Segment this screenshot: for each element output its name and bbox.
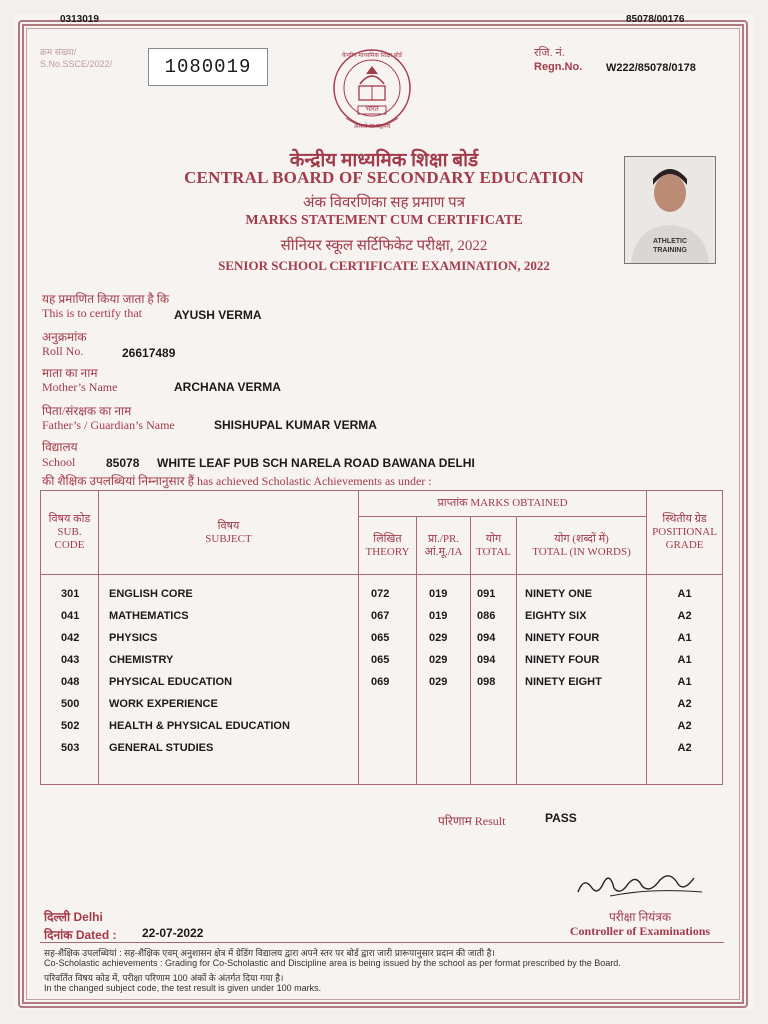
doc-title-en: MARKS STATEMENT CUM CERTIFICATE <box>245 213 523 228</box>
header-theory <box>359 517 417 575</box>
row-words: EIGHTY SIX <box>525 610 587 622</box>
header-subject-hi: विषय <box>217 519 240 532</box>
row-theory <box>371 693 416 715</box>
issue-date: 22-07-2022 <box>142 926 204 940</box>
header-marks-en: MARKS OBTAINED <box>470 497 568 509</box>
controller-title-en: Controller of Examinations <box>569 924 711 938</box>
photo-shirt-line-1: ATHLETIC <box>652 238 688 245</box>
header-sub-code-en1: SUB. <box>57 526 82 538</box>
emblem-ribbon: भारत <box>365 106 379 113</box>
date-label <box>44 926 116 943</box>
row-subject: PHYSICAL EDUCATION <box>109 676 233 688</box>
row-total: 094 <box>477 632 496 644</box>
student-photo <box>624 156 716 264</box>
row-pr: 019 <box>429 610 448 622</box>
header-marks-obtained <box>359 491 647 517</box>
row-total: 094 <box>477 654 496 666</box>
row-pr: 029 <box>429 654 448 666</box>
header-total-hi: योग <box>485 532 502 545</box>
top-right-code: 85078/00176 <box>626 14 685 25</box>
header-practical-en: आं.मू./IA <box>424 545 463 558</box>
row-grade: A2 <box>677 720 692 732</box>
date-label-hi: दिनांक <box>44 928 73 942</box>
father-label-hi: पिता/संरक्षक का नाम <box>42 404 132 418</box>
regn-number: W222/85078/0178 <box>606 62 696 74</box>
mother-name: ARCHANA VERMA <box>174 380 281 394</box>
photo-shirt-line-2: TRAINING <box>653 247 687 254</box>
achievement-hi: की शैक्षिक उपलब्धियां निम्नानुसार हैं <box>42 474 195 488</box>
footnote-4: In the changed subject code, the test result is given under 100 marks. <box>44 983 322 993</box>
result-label-hi: परिणाम <box>438 814 472 828</box>
place-en: Delhi <box>73 910 103 924</box>
row-words: NINETY FOUR <box>525 654 600 666</box>
place-hi: दिल्ली <box>44 910 71 924</box>
row-pr <box>429 715 470 737</box>
row-subject: ENGLISH CORE <box>109 588 193 600</box>
row-grade: A1 <box>677 676 692 688</box>
row-words: NINETY FOUR <box>525 632 600 644</box>
row-total <box>477 737 516 759</box>
achievement-en: has achieved Scholastic Achievements as under : <box>197 474 432 488</box>
row-pr: 029 <box>429 632 448 644</box>
header-marks-hi: प्राप्तांक <box>437 497 468 509</box>
header-grade <box>647 491 723 575</box>
row-pr <box>429 693 470 715</box>
row-pr: 019 <box>429 588 448 600</box>
regn-label-hi: रजि. नं. <box>534 47 565 59</box>
father-name: SHISHUPAL KUMAR VERMA <box>214 418 377 432</box>
row-code: 041 <box>61 610 80 622</box>
row-words: NINETY ONE <box>525 588 593 600</box>
mother-label-hi: माता का नाम <box>42 366 98 380</box>
row-grade: A1 <box>677 654 692 666</box>
roll-label-en: Roll No. <box>42 344 84 358</box>
row-grade: A1 <box>677 588 692 600</box>
row-subject: WORK EXPERIENCE <box>109 698 218 710</box>
row-theory <box>371 715 416 737</box>
exam-title-hi: सीनियर स्कूल सर्टिफिकेट परीक्षा, 2022 <box>280 238 488 254</box>
signature-icon <box>570 866 710 906</box>
photo-shirt-text <box>625 237 715 255</box>
place-line <box>44 908 103 925</box>
school-name: WHITE LEAF PUB SCH NARELA ROAD BAWANA DELHI <box>157 456 475 470</box>
row-subject: GENERAL STUDIES <box>109 742 214 754</box>
row-theory: 069 <box>371 676 390 688</box>
row-code: 301 <box>61 588 80 600</box>
board-name-hi: केन्द्रीय माध्यमिक शिक्षा बोर्ड <box>289 150 479 171</box>
row-words <box>525 693 646 715</box>
row-theory: 065 <box>371 654 390 666</box>
date-label-en: Dated : <box>75 928 117 942</box>
row-code: 502 <box>61 720 80 732</box>
row-theory <box>371 737 416 759</box>
header-total-words <box>517 517 647 575</box>
row-total <box>477 693 516 715</box>
row-theory: 065 <box>371 632 390 644</box>
mother-label-en: Mother’s Name <box>42 380 118 394</box>
row-code: 042 <box>61 632 80 644</box>
header-sub-code-hi: विषय कोड <box>48 513 91 525</box>
row-theory: 067 <box>371 610 390 622</box>
student-name: AYUSH VERMA <box>174 308 262 322</box>
header-sub-code <box>41 491 99 575</box>
roll-label-hi: अनुक्रमांक <box>42 330 87 344</box>
top-left-code: 0313019 <box>60 14 99 25</box>
serial-label-en: S.No.SSCE/2022/ <box>40 59 113 69</box>
doc-title-hi: अंक विवरणिका सह प्रमाण पत्र <box>303 195 465 211</box>
row-theory: 072 <box>371 588 390 600</box>
row-subject: PHYSICS <box>109 632 158 644</box>
certify-label-hi: यह प्रमाणित किया जाता है कि <box>42 292 170 306</box>
row-total: 098 <box>477 676 496 688</box>
row-code: 048 <box>61 676 80 688</box>
header-grade-hi: स्थितीय ग्रेड <box>662 513 707 525</box>
father-label-en: Father’s / Guardian’s Name <box>42 418 175 432</box>
regn-label <box>534 46 582 74</box>
header-theory-en: THEORY <box>365 545 410 558</box>
footnote-2: Co-Scholastic achievements : Grading for Co-Scholastic and Discipline area is being issued by the school as per format prescribed by the Board. <box>44 958 621 968</box>
row-subject: CHEMISTRY <box>109 654 174 666</box>
header-subject <box>99 491 359 575</box>
marks-table <box>40 490 723 785</box>
regn-label-en: Regn.No. <box>534 61 583 73</box>
certify-label-en: This is to certify that <box>42 306 142 320</box>
serial-label-hi: क्रम संख्या/ <box>40 47 77 57</box>
col-code <box>41 575 99 785</box>
row-grade: A2 <box>677 610 692 622</box>
row-total <box>477 715 516 737</box>
row-pr: 029 <box>429 676 448 688</box>
result-label-en: Result <box>474 814 506 828</box>
col-total-words <box>517 575 647 785</box>
result-label <box>438 812 505 829</box>
header-theory-hi: लिखित <box>373 532 402 545</box>
row-code: 503 <box>61 742 80 754</box>
col-theory <box>359 575 417 785</box>
header-total-words-en: TOTAL (IN WORDS) <box>532 545 631 558</box>
col-practical <box>417 575 471 785</box>
header-practical <box>417 517 471 575</box>
col-total <box>471 575 517 785</box>
row-pr <box>429 737 470 759</box>
board-name-en: CENTRAL BOARD OF SECONDARY EDUCATION <box>184 168 584 187</box>
result-value: PASS <box>545 811 577 825</box>
row-code: 500 <box>61 698 80 710</box>
row-subject: HEALTH & PHYSICAL EDUCATION <box>109 720 290 732</box>
row-total: 091 <box>477 588 496 600</box>
row-grade: A1 <box>677 632 692 644</box>
row-words <box>525 715 646 737</box>
school-code: 85078 <box>106 456 140 470</box>
row-subject: MATHEMATICS <box>109 610 189 622</box>
serial-label <box>40 46 112 70</box>
emblem-top-text: केन्द्रीय माध्यमिक शिक्षा बोर्ड <box>342 53 402 59</box>
serial-number: 1080019 <box>148 48 268 86</box>
roll-number: 26617489 <box>122 346 176 360</box>
footer-divider <box>40 942 724 943</box>
header-sub-code-en2: CODE <box>54 539 85 551</box>
header-total-en: TOTAL <box>476 545 511 558</box>
row-grade: A2 <box>677 698 692 710</box>
row-code: 043 <box>61 654 80 666</box>
controller-signature <box>570 866 710 911</box>
row-words <box>525 737 646 759</box>
col-subject <box>99 575 359 785</box>
header-practical-hi: प्रा./PR. <box>427 532 460 545</box>
school-label-en: School <box>42 455 76 469</box>
header-total <box>471 517 517 575</box>
header-grade-en1: POSITIONAL <box>652 526 717 538</box>
row-grade: A2 <box>677 742 692 754</box>
emblem-motto: असतो मा सद्गमय <box>353 124 391 130</box>
achievement-line <box>42 472 432 489</box>
row-words: NINETY EIGHT <box>525 676 602 688</box>
footnote-3: परिवर्तित विषय कोड में, परीक्षा परिणाम 100 अंकों के अंतर्गत दिया गया है। <box>44 973 284 983</box>
col-grade <box>647 575 723 785</box>
school-label-hi: विद्यालय <box>42 440 78 454</box>
footnote-1: सह-शैक्षिक उपलब्धियां : सह-शैक्षिक एवम् अनुशासन क्षेत्र में ग्रेडिंग विद्यालय द्वारा अपने स्तर पर बोर्ड द्वारा जारी प्रारूपानुसार प्रदान की जाती है। <box>44 948 495 958</box>
row-total: 086 <box>477 610 496 622</box>
header-grade-en2: GRADE <box>665 539 704 551</box>
header-subject-en: SUBJECT <box>205 532 252 545</box>
header-total-words-hi: योग (शब्दों में) <box>554 532 609 545</box>
exam-title-en: SENIOR SCHOOL CERTIFICATE EXAMINATION, 2022 <box>218 258 550 273</box>
controller-title-hi: परीक्षा नियंत्रक <box>608 910 672 924</box>
